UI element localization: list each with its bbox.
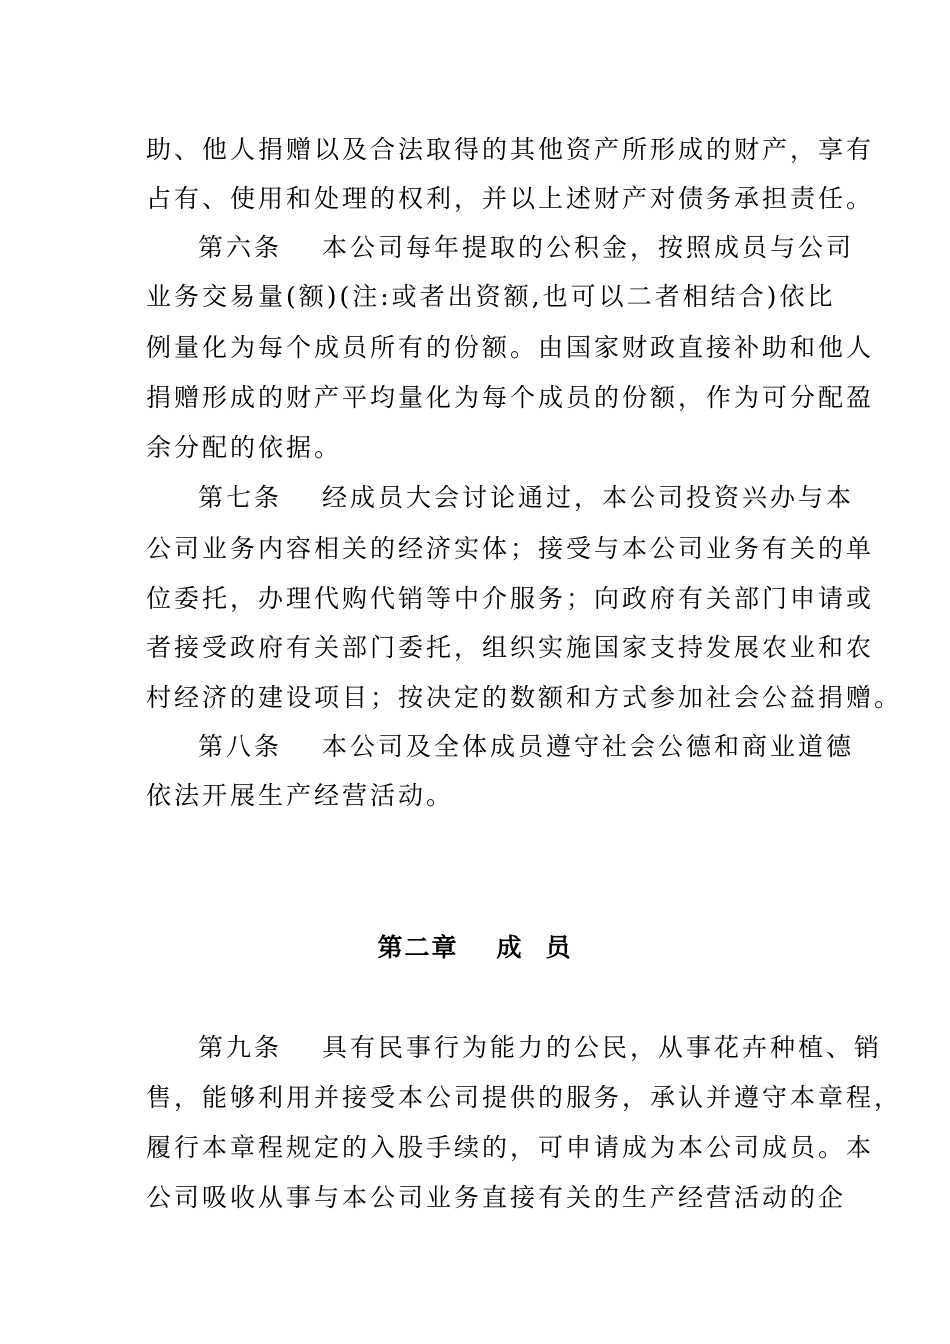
text-line: 占有、使用和处理的权利，并以上述财产对债务承担责任。	[146, 184, 875, 213]
text-line: 履行本章程规定的入股手续的，可申请成为本公司成员。本	[146, 1133, 875, 1162]
text-line: 例量化为每个成员所有的份额。由国家财政直接补助和他人	[146, 333, 875, 362]
text-line: 者接受政府有关部门委托，组织实施国家支持发展农业和农	[146, 633, 875, 662]
text-line: 售，能够利用并接受本公司提供的服务，承认并遵守本章程，	[146, 1083, 903, 1112]
article-9-label: 第九条	[198, 1033, 283, 1062]
article-6-label: 第六条	[198, 233, 283, 262]
chapter-heading	[0, 928, 950, 968]
chapter-title-char: 成	[496, 933, 524, 962]
text-line: 公司吸收从事与本公司业务直接有关的生产经营活动的企	[146, 1183, 847, 1212]
article-6-text: 本公司每年提取的公积金，按照成员与公司	[322, 233, 855, 262]
text-line: 业务交易量(额)(注:或者出资额,也可以二者相结合)依比	[146, 282, 836, 311]
chapter-number: 第二章	[377, 933, 459, 962]
text-line: 助、他人捐赠以及合法取得的其他资产所形成的财产，享有	[146, 135, 875, 164]
article-7-label: 第七条	[198, 483, 283, 512]
article-7-first-line	[198, 480, 878, 516]
article-7-text: 经成员大会讨论通过，本公司投资兴办与本	[322, 483, 855, 512]
article-6-first-line	[198, 230, 878, 266]
article-8-label: 第八条	[198, 732, 283, 761]
text-line: 余分配的依据。	[146, 433, 343, 462]
article-8-text: 本公司及全体成员遵守社会公德和商业道德	[322, 732, 855, 761]
article-8-first-line	[198, 729, 878, 765]
text-line: 捐赠形成的财产平均量化为每个成员的份额，作为可分配盈	[146, 383, 875, 412]
text-line: 公司业务内容相关的经济实体；接受与本公司业务有关的单	[146, 534, 875, 563]
text-line: 位委托，办理代购代销等中介服务；向政府有关部门申请或	[146, 584, 875, 613]
text-line: 依法开展生产经营活动。	[146, 781, 455, 810]
article-9-text: 具有民事行为能力的公民，从事花卉种植、销	[322, 1033, 883, 1062]
chapter-title-char: 员	[545, 933, 573, 962]
text-line: 村经济的建设项目；按决定的数额和方式参加社会公益捐赠。	[146, 683, 903, 712]
article-9-first-line	[198, 1030, 883, 1066]
